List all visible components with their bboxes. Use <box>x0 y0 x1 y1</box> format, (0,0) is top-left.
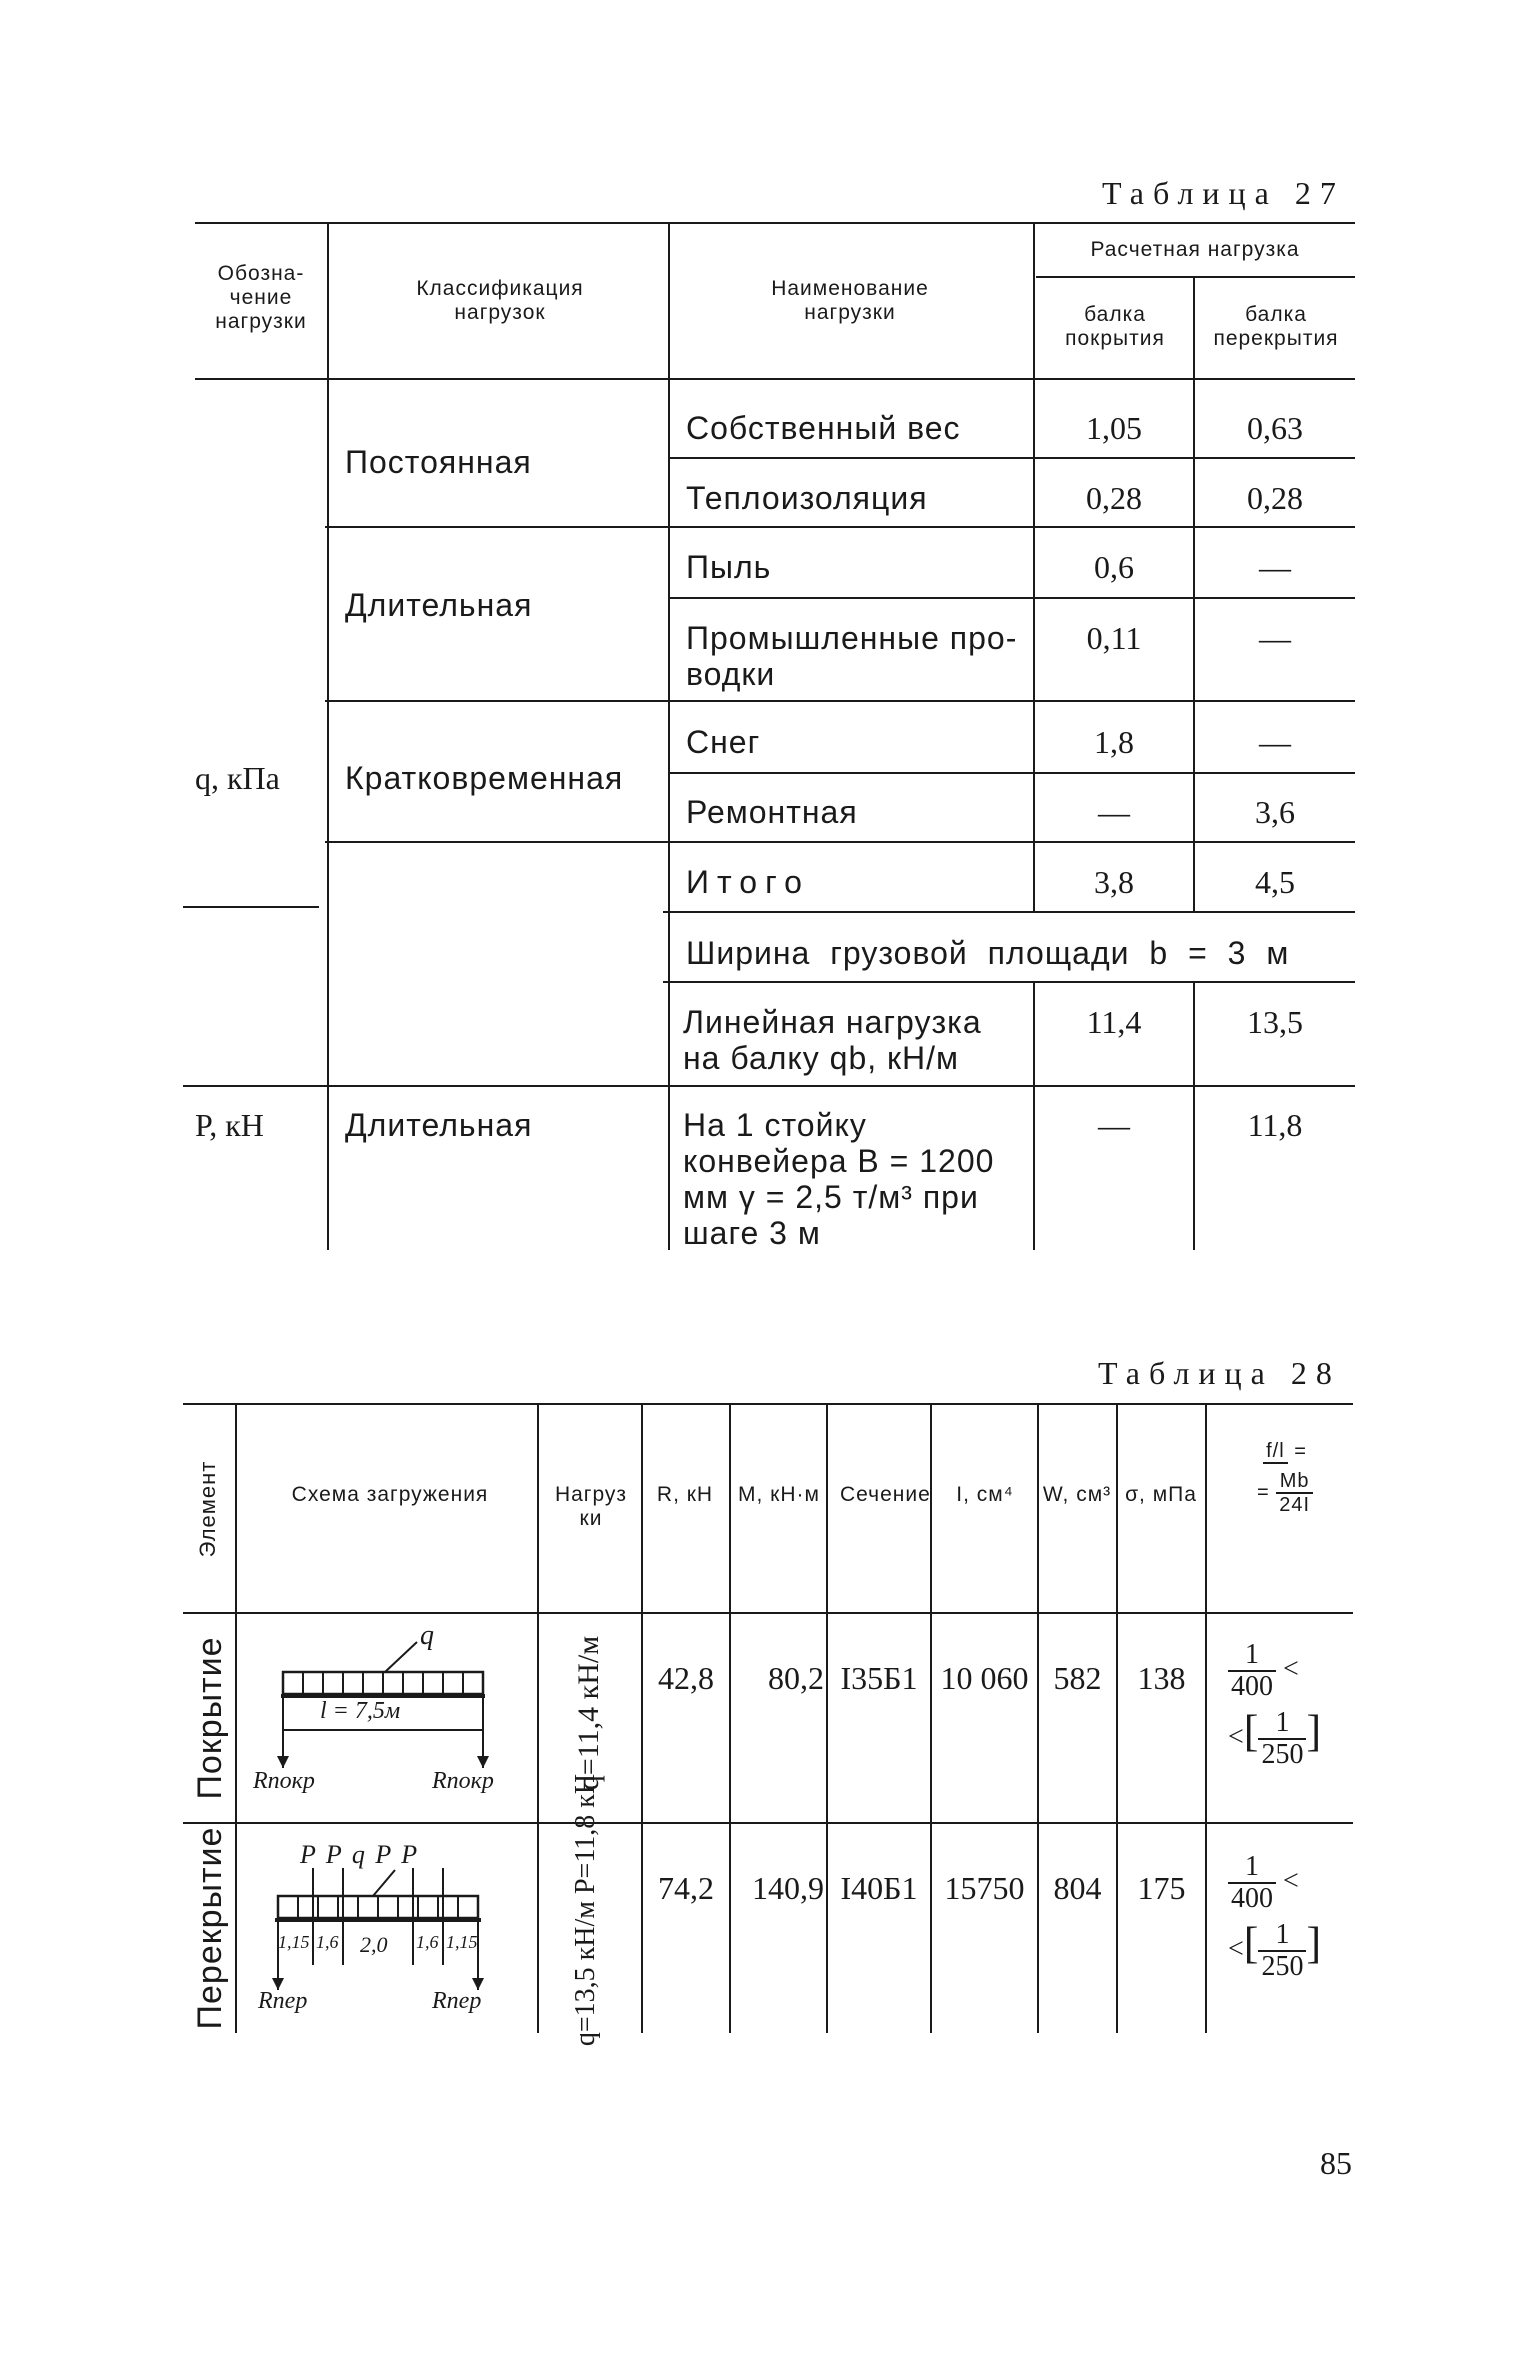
t27-floor-value: — <box>1259 549 1291 585</box>
t27-row-name: Теплоизоляция <box>686 480 928 516</box>
t28-sigma: 175 <box>1137 1870 1186 1906</box>
t28-scheme-r-right: Rпокр <box>432 1768 494 1794</box>
t27-roof-value: — <box>1098 1107 1130 1143</box>
t28-header-M: M, кН·м <box>738 1483 820 1506</box>
t28-sigma: 138 <box>1137 1660 1186 1696</box>
t28-header-loads: Нагрузки <box>554 1483 628 1530</box>
t28-ratio: $\frac{1}{400}$ < <[ $\frac{1}{250}$ ] <box>1228 1639 1322 1770</box>
t28-scheme-segment: 1,15 <box>278 1932 310 1952</box>
t28-header-section: Сечение <box>840 1483 931 1506</box>
table28-caption: Таблица 28 <box>1098 1355 1341 1391</box>
t27-floor-value: — <box>1259 724 1291 760</box>
t27-class-long-term-P: Длительная <box>345 1107 533 1143</box>
t28-header-ratio: f/l = = $\frac{Mb}{24I}$ <box>1215 1440 1355 1516</box>
t27-width-row: Ширина грузовой площади b = 3 м <box>686 935 1290 971</box>
t28-W: 582 <box>1053 1660 1102 1696</box>
t27-floor-value: — <box>1259 620 1291 656</box>
t28-scheme-segment: 2,0 <box>360 1932 388 1957</box>
t27-header-name: Наименование нагрузки <box>771 277 929 324</box>
t27-row-name: Ремонтная <box>686 794 858 830</box>
t28-I: 10 060 <box>940 1660 1029 1696</box>
t28-M: 80,2 <box>768 1660 824 1696</box>
t27-top-rule <box>195 222 1355 224</box>
t28-ratio: $\frac{1}{400}$ < <[ $\frac{1}{250}$ ] <box>1228 1851 1322 1982</box>
t27-floor-value: 0,63 <box>1247 410 1303 446</box>
t27-floor-value: 3,6 <box>1255 794 1295 830</box>
t27-row-name: Снег <box>686 724 761 760</box>
t27-floor-value: 13,5 <box>1247 1004 1303 1040</box>
t28-scheme-loads-top: P P q P P <box>300 1840 418 1869</box>
t28-R: 74,2 <box>658 1870 714 1906</box>
t28-loads: q=11,4 кН/м <box>572 1635 605 1791</box>
t28-header-element: Элемент <box>195 1460 220 1558</box>
table27-caption: Таблица 27 <box>1102 175 1345 211</box>
t28-I: 15750 <box>944 1870 1025 1906</box>
t27-class-short-term: Кратковременная <box>345 760 624 796</box>
t27-roof-value: 0,6 <box>1094 549 1134 585</box>
t27-designation-P: P, кН <box>195 1107 264 1143</box>
t28-header-scheme: Схема загружения <box>291 1483 489 1506</box>
t28-section: I40Б1 <box>840 1870 918 1906</box>
t28-section: I35Б1 <box>840 1660 918 1696</box>
t28-scheme-segment: 1,15 <box>446 1932 478 1952</box>
t28-element: Перекрытие <box>191 1826 229 2030</box>
t28-header-rule <box>183 1612 1353 1614</box>
t28-scheme-segment: 1,6 <box>416 1932 439 1952</box>
t27-header-roof-beam: балка покрытия <box>1065 303 1165 350</box>
t28-header-R: R, кН <box>656 1483 714 1506</box>
t28-header-I: I, см⁴ <box>956 1483 1014 1506</box>
t28-R: 42,8 <box>658 1660 714 1696</box>
t27-row-name: Пыль <box>686 549 772 585</box>
t27-row-name: Итого <box>686 864 810 900</box>
t27-class-permanent: Постоянная <box>345 444 532 480</box>
t28-element: Покрытие <box>191 1636 229 1800</box>
t28-header-sigma: σ, мПа <box>1125 1483 1197 1506</box>
t27-floor-value: 11,8 <box>1247 1107 1303 1143</box>
t27-roof-value: 1,05 <box>1086 410 1142 446</box>
t27-roof-value: 3,8 <box>1094 864 1134 900</box>
t27-header-floor-beam: балка перекрытия <box>1213 303 1339 350</box>
t28-top-rule <box>183 1403 1353 1405</box>
t28-scheme-segment: 1,6 <box>316 1932 339 1952</box>
t27-header-rule <box>195 378 1355 380</box>
t27-roof-value: 1,8 <box>1094 724 1134 760</box>
t27-row-name: Промышленные про-водки <box>686 620 1018 692</box>
t28-scheme-r-left: Rпер <box>258 1988 308 2014</box>
t28-W: 804 <box>1053 1870 1102 1906</box>
t27-roof-value: 0,28 <box>1086 480 1142 516</box>
t28-scheme-span-label: l = 7,5м <box>320 1698 401 1724</box>
t28-scheme-r-right: Rпер <box>432 1988 482 2014</box>
t27-linear-row-name: Линейная нагрузка на балку qb, кН/м <box>683 1004 982 1076</box>
t28-scheme-q-label: q <box>420 1620 434 1651</box>
t27-row-name: Собственный вес <box>686 410 961 446</box>
t27-header-calc-load: Расчетная нагрузка <box>1090 238 1300 261</box>
t27-header-classification: Классификация нагрузок <box>416 277 584 324</box>
t28-scheme-r-left: Rпокр <box>253 1768 315 1794</box>
t27-header-designation: Обозна-чение нагрузки <box>215 262 307 333</box>
t27-roof-value: — <box>1098 794 1130 830</box>
t28-M: 140,9 <box>752 1870 824 1906</box>
t27-designation-q: q, кПа <box>195 760 280 796</box>
t28-header-W: W, см³ <box>1042 1483 1112 1506</box>
t27-class-long-term: Длительная <box>345 587 533 623</box>
t27-floor-value: 0,28 <box>1247 480 1303 516</box>
page-number: 85 <box>1320 2145 1352 2181</box>
t27-roof-value: 0,11 <box>1086 620 1142 656</box>
t27-conveyor-row-name: На 1 стойку конвейера B = 1200 мм γ = 2,5 т/м³ при шаге 3 м <box>683 1107 995 1251</box>
t27-floor-value: 4,5 <box>1255 864 1295 900</box>
t28-loads: q=13,5 кН/м P=11,8 кН <box>570 1773 601 2047</box>
t27-roof-value: 11,4 <box>1086 1004 1142 1040</box>
